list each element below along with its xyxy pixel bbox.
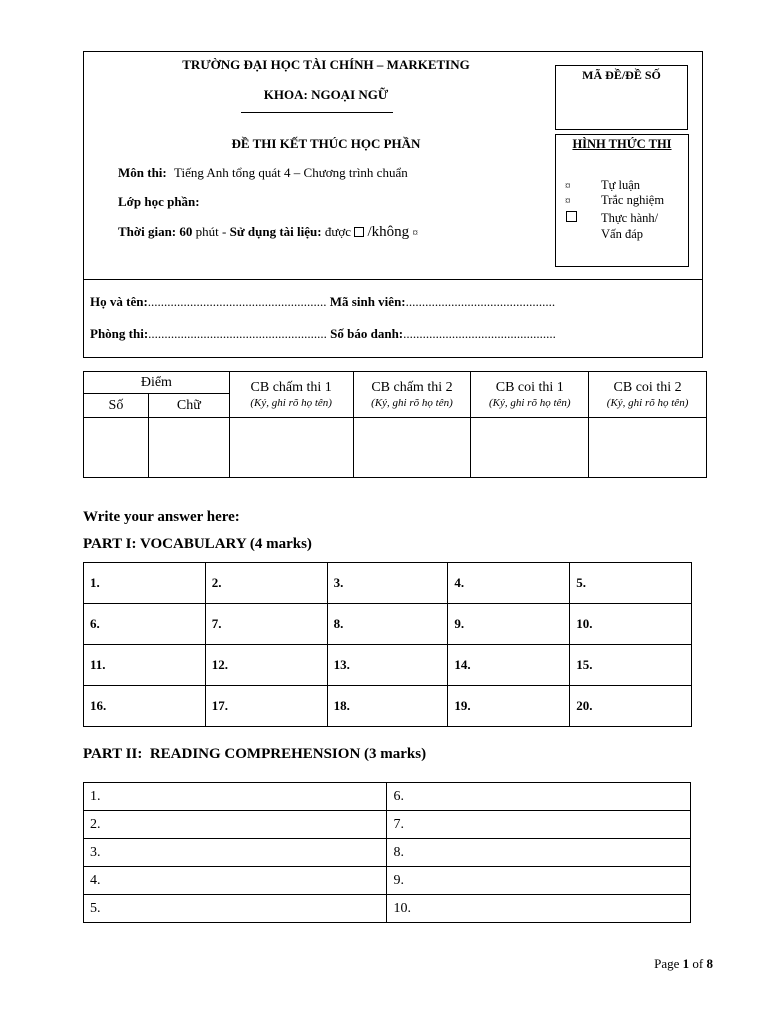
grader-1-signature-cell[interactable] [229, 418, 353, 478]
materials-allowed: được [324, 224, 352, 239]
student-id-field[interactable]: .............................................. [405, 294, 556, 309]
page-word: Page [654, 956, 680, 971]
invigilator-2-subtitle: (Ký, ghi rõ họ tên) [606, 397, 689, 409]
reading-answer-cell[interactable]: 2. [84, 811, 387, 839]
reading-answer-cell[interactable]: 6. [387, 783, 691, 811]
class-label: Lớp học phần: [118, 194, 200, 209]
grader-1-header [229, 372, 353, 418]
invigilator-1-title: CB coi thi 1 [495, 380, 564, 395]
vocab-answer-cell[interactable]: 17. [205, 686, 327, 727]
room-label: Phòng thi: [90, 326, 149, 341]
score-header: Điểm [84, 372, 230, 394]
grader-table [83, 371, 707, 478]
score-number-cell[interactable] [84, 418, 149, 478]
score-words-cell[interactable] [148, 418, 229, 478]
vocab-answer-cell[interactable]: 16. [84, 686, 206, 727]
reading-answer-cell[interactable]: 1. [84, 783, 387, 811]
time-unit: phút - [195, 224, 227, 239]
exam-form-essay-label: Tự luận [601, 178, 641, 192]
faculty-name: KHOA: NGOẠI NGỮ [263, 87, 389, 102]
exam-form-title: HÌNH THỨC THI [572, 137, 672, 151]
part2-title: PART II: READING COMPREHENSION (3 marks) [83, 746, 427, 762]
invigilator-2-signature-cell[interactable] [589, 418, 707, 478]
vocab-answer-cell[interactable]: 13. [327, 645, 448, 686]
vocabulary-answer-table [83, 562, 692, 727]
exam-form-practical-label: Thực hành/ [601, 211, 659, 225]
vocab-answer-cell[interactable]: 15. [570, 645, 692, 686]
materials-not-symbol: ¤ [412, 227, 418, 239]
candidate-number-field[interactable]: ............................................... [403, 326, 556, 341]
page-total: 8 [706, 956, 713, 971]
part1-title: PART I: VOCABULARY (4 marks) [83, 536, 312, 552]
invigilator-1-header [471, 372, 589, 418]
exam-title: ĐỀ THI KẾT THÚC HỌC PHẦN [231, 136, 421, 151]
reading-answer-cell[interactable]: 10. [387, 895, 691, 923]
vocab-answer-cell[interactable]: 4. [448, 563, 570, 604]
invigilator-2-title: CB coi thi 2 [613, 380, 682, 395]
grader-2-header [353, 372, 471, 418]
vocab-answer-cell[interactable]: 6. [84, 604, 206, 645]
vocab-answer-cell[interactable]: 3. [327, 563, 448, 604]
reading-answer-cell[interactable]: 7. [387, 811, 691, 839]
score-words-header: Chữ [148, 394, 229, 418]
grader-1-title: CB chấm thi 1 [250, 380, 332, 395]
page-current: 1 [682, 956, 690, 971]
vocab-answer-cell[interactable]: 10. [570, 604, 692, 645]
university-name: TRƯỜNG ĐẠI HỌC TÀI CHÍNH – MARKETING [182, 57, 470, 72]
invigilator-1-subtitle: (Ký, ghi rõ họ tên) [488, 397, 571, 409]
reading-answer-cell[interactable]: 3. [84, 839, 387, 867]
page-number [600, 956, 713, 972]
grader-1-subtitle: (Ký, ghi rõ họ tên) [250, 397, 332, 409]
candidate-number-label: Số báo danh: [330, 326, 404, 341]
reading-answer-cell[interactable]: 4. [84, 867, 387, 895]
materials-label: Sử dụng tài liệu: [229, 224, 322, 239]
vocab-answer-cell[interactable]: 2. [205, 563, 327, 604]
materials-not: /không [367, 224, 410, 240]
materials-allowed-checkbox[interactable] [354, 227, 364, 237]
vocab-answer-cell[interactable]: 11. [84, 645, 206, 686]
grader-2-subtitle: (Ký, ghi rõ họ tên) [371, 397, 453, 409]
vocab-answer-cell[interactable]: 12. [205, 645, 327, 686]
vocab-answer-cell[interactable]: 18. [327, 686, 448, 727]
vocab-answer-cell[interactable]: 14. [448, 645, 570, 686]
student-name-line [90, 294, 555, 310]
invigilator-1-signature-cell[interactable] [471, 418, 589, 478]
room-field[interactable]: ....................................................... [148, 326, 327, 341]
invigilator-2-header [589, 372, 707, 418]
subject-value: Tiếng Anh tổng quát 4 – Chương trình chuẩn [174, 165, 408, 180]
reading-answer-cell[interactable]: 8. [387, 839, 691, 867]
vocab-answer-cell[interactable]: 9. [448, 604, 570, 645]
vocab-answer-cell[interactable]: 20. [570, 686, 692, 727]
time-value: 60 [179, 224, 193, 239]
reading-answer-cell[interactable]: 9. [387, 867, 691, 895]
time-label: Thời gian: [118, 224, 177, 239]
student-id-label: Mã sinh viên: [329, 294, 406, 309]
page-of: of [692, 956, 704, 971]
vocab-answer-cell[interactable]: 1. [84, 563, 206, 604]
header-divider [83, 279, 703, 280]
vocab-answer-cell[interactable]: 19. [448, 686, 570, 727]
exam-code-label: MÃ ĐỀ/ĐỀ SỐ [582, 68, 661, 82]
grader-2-title: CB chấm thi 2 [371, 380, 453, 395]
name-field[interactable]: ....................................................... [147, 294, 327, 309]
exam-form-oral-label: Vấn đáp [601, 227, 643, 241]
vocab-answer-cell[interactable]: 5. [570, 563, 692, 604]
vocab-answer-cell[interactable]: 7. [205, 604, 327, 645]
score-number-header: Số [84, 394, 149, 418]
reading-answer-cell[interactable]: 5. [84, 895, 387, 923]
room-line [90, 326, 556, 342]
time-line [118, 224, 418, 241]
faculty-underline [241, 112, 393, 113]
vocab-answer-cell[interactable]: 8. [327, 604, 448, 645]
exam-form-multiple-choice-label: Trắc nghiệm [601, 193, 665, 207]
reading-answer-table [83, 782, 691, 923]
exam-form-mark-essay[interactable]: ¤ [565, 180, 571, 192]
grader-2-signature-cell[interactable] [353, 418, 471, 478]
exam-form-mark-multiple-choice[interactable]: ¤ [565, 195, 571, 207]
exam-form-practical-checkbox[interactable] [566, 211, 577, 222]
subject-label: Môn thi: [118, 165, 167, 180]
subject-line [118, 165, 408, 181]
name-label: Họ và tên: [90, 294, 148, 309]
answer-instruction: Write your answer here: [83, 509, 240, 525]
